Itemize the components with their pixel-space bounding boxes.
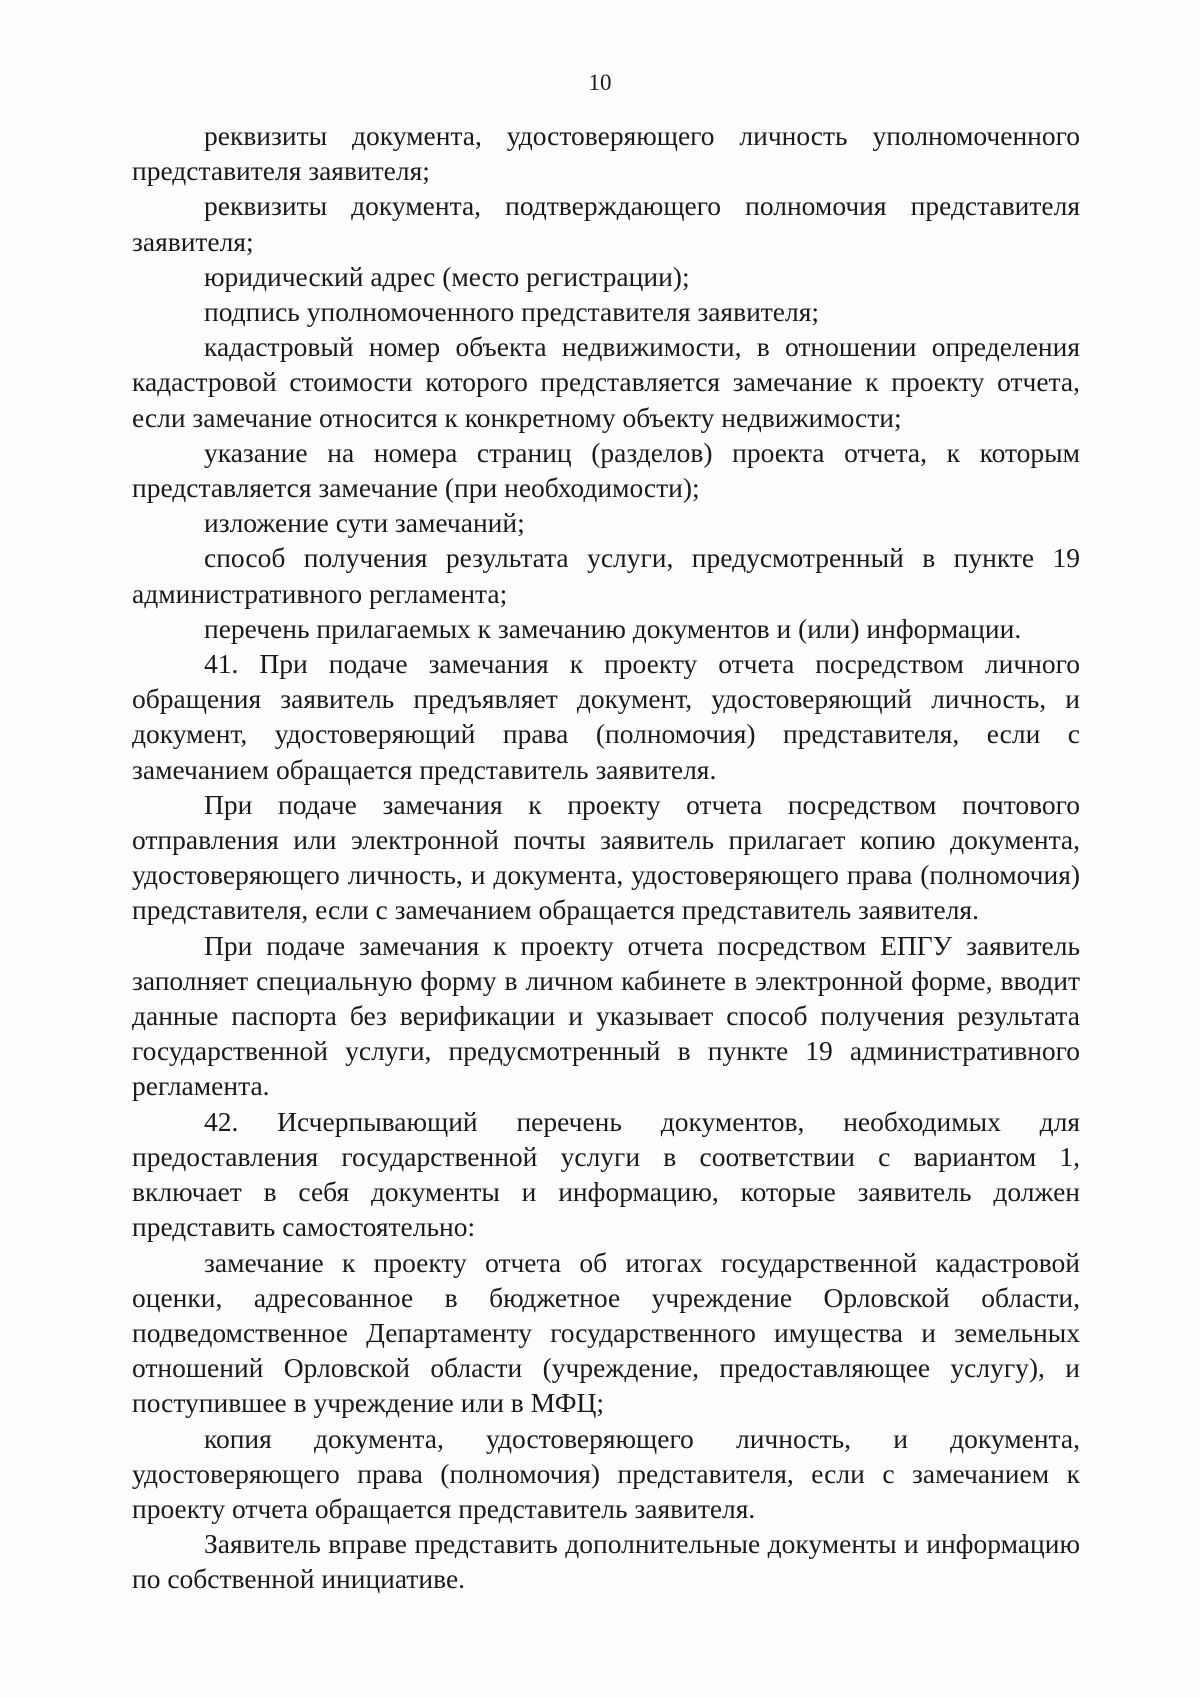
paragraph: реквизиты документа, удостоверяющего личность уполномоченного представителя заявителя; bbox=[132, 120, 1080, 187]
page-number: 10 bbox=[588, 70, 612, 95]
paragraph: При подаче замечания к проекту отчета посредством ЕПГУ заявитель заполняет специальную форму в личном кабинете в электронной форме, вводит данные паспорта без верификации и указывает способ получения результата государственной услуги, предусмотренный в пункте 19 административного регламента. bbox=[132, 929, 1080, 1102]
paragraph: способ получения результата услуги, предусмотренный в пункте 19 административного регламента; bbox=[132, 542, 1080, 609]
paragraph: замечание к проекту отчета об итогах государственной кадастровой оценки, адресованное в бюджетное учреждение Орловской области, подведомственное Департаменту государственного имущества и земельных отношений Орловской области (учреждение, предоставляющее услугу), и поступившее в учреждение или в МФЦ; bbox=[132, 1246, 1080, 1419]
paragraph: При подаче замечания к проекту отчета посредством почтового отправления или электронной почты заявитель прилагает копию документа, удостоверяющего личность, и документа, удостоверяющего права (полномочия) представителя, если с замечанием обращается представитель заявителя. bbox=[132, 788, 1080, 926]
paragraph: реквизиты документа, подтверждающего полномочия представителя заявителя; bbox=[132, 190, 1080, 257]
paragraph: Заявитель вправе представить дополнительные документы и информацию по собственной инициативе. bbox=[132, 1528, 1080, 1595]
document-body bbox=[132, 118, 1080, 1597]
paragraph: копия документа, удостоверяющего личность, и документа, удостоверяющего права (полномочия) представителя, если с замечанием к проекту отчета обращается представитель заявителя. bbox=[132, 1422, 1080, 1524]
paragraph: юридический адрес (место регистрации); bbox=[204, 260, 690, 292]
paragraph: подпись уполномоченного представителя заявителя; bbox=[204, 296, 820, 328]
paragraph: указание на номера страниц (разделов) проекта отчета, к которым представляется замечание (при необходимости); bbox=[132, 436, 1080, 504]
paragraph-item-41: 41. При подаче замечания к проекту отчета посредством личного обращения заявитель предъявляет документ, удостоверяющий личность, и документ, удостоверяющий права (полномочия) представителя, если с замечанием обращается представитель заявителя. bbox=[132, 648, 1080, 785]
paragraph-item-42: 42. Исчерпывающий перечень документов, необходимых для предоставления государственной услуги в соответствии с вариантом 1, включает в себя документы и информацию, которые заявитель должен представить самостоятельно: bbox=[132, 1105, 1080, 1243]
paragraph: кадастровый номер объекта недвижимости, в отношении определения кадастровой стоимости которого представляется замечание к проекту отчета, если замечание относится к конкретному объекту недвижимости; bbox=[132, 331, 1080, 433]
paragraph: изложение сути замечаний; bbox=[204, 507, 525, 539]
paragraph: перечень прилагаемых к замечанию документов и (или) информации. bbox=[204, 612, 1022, 644]
